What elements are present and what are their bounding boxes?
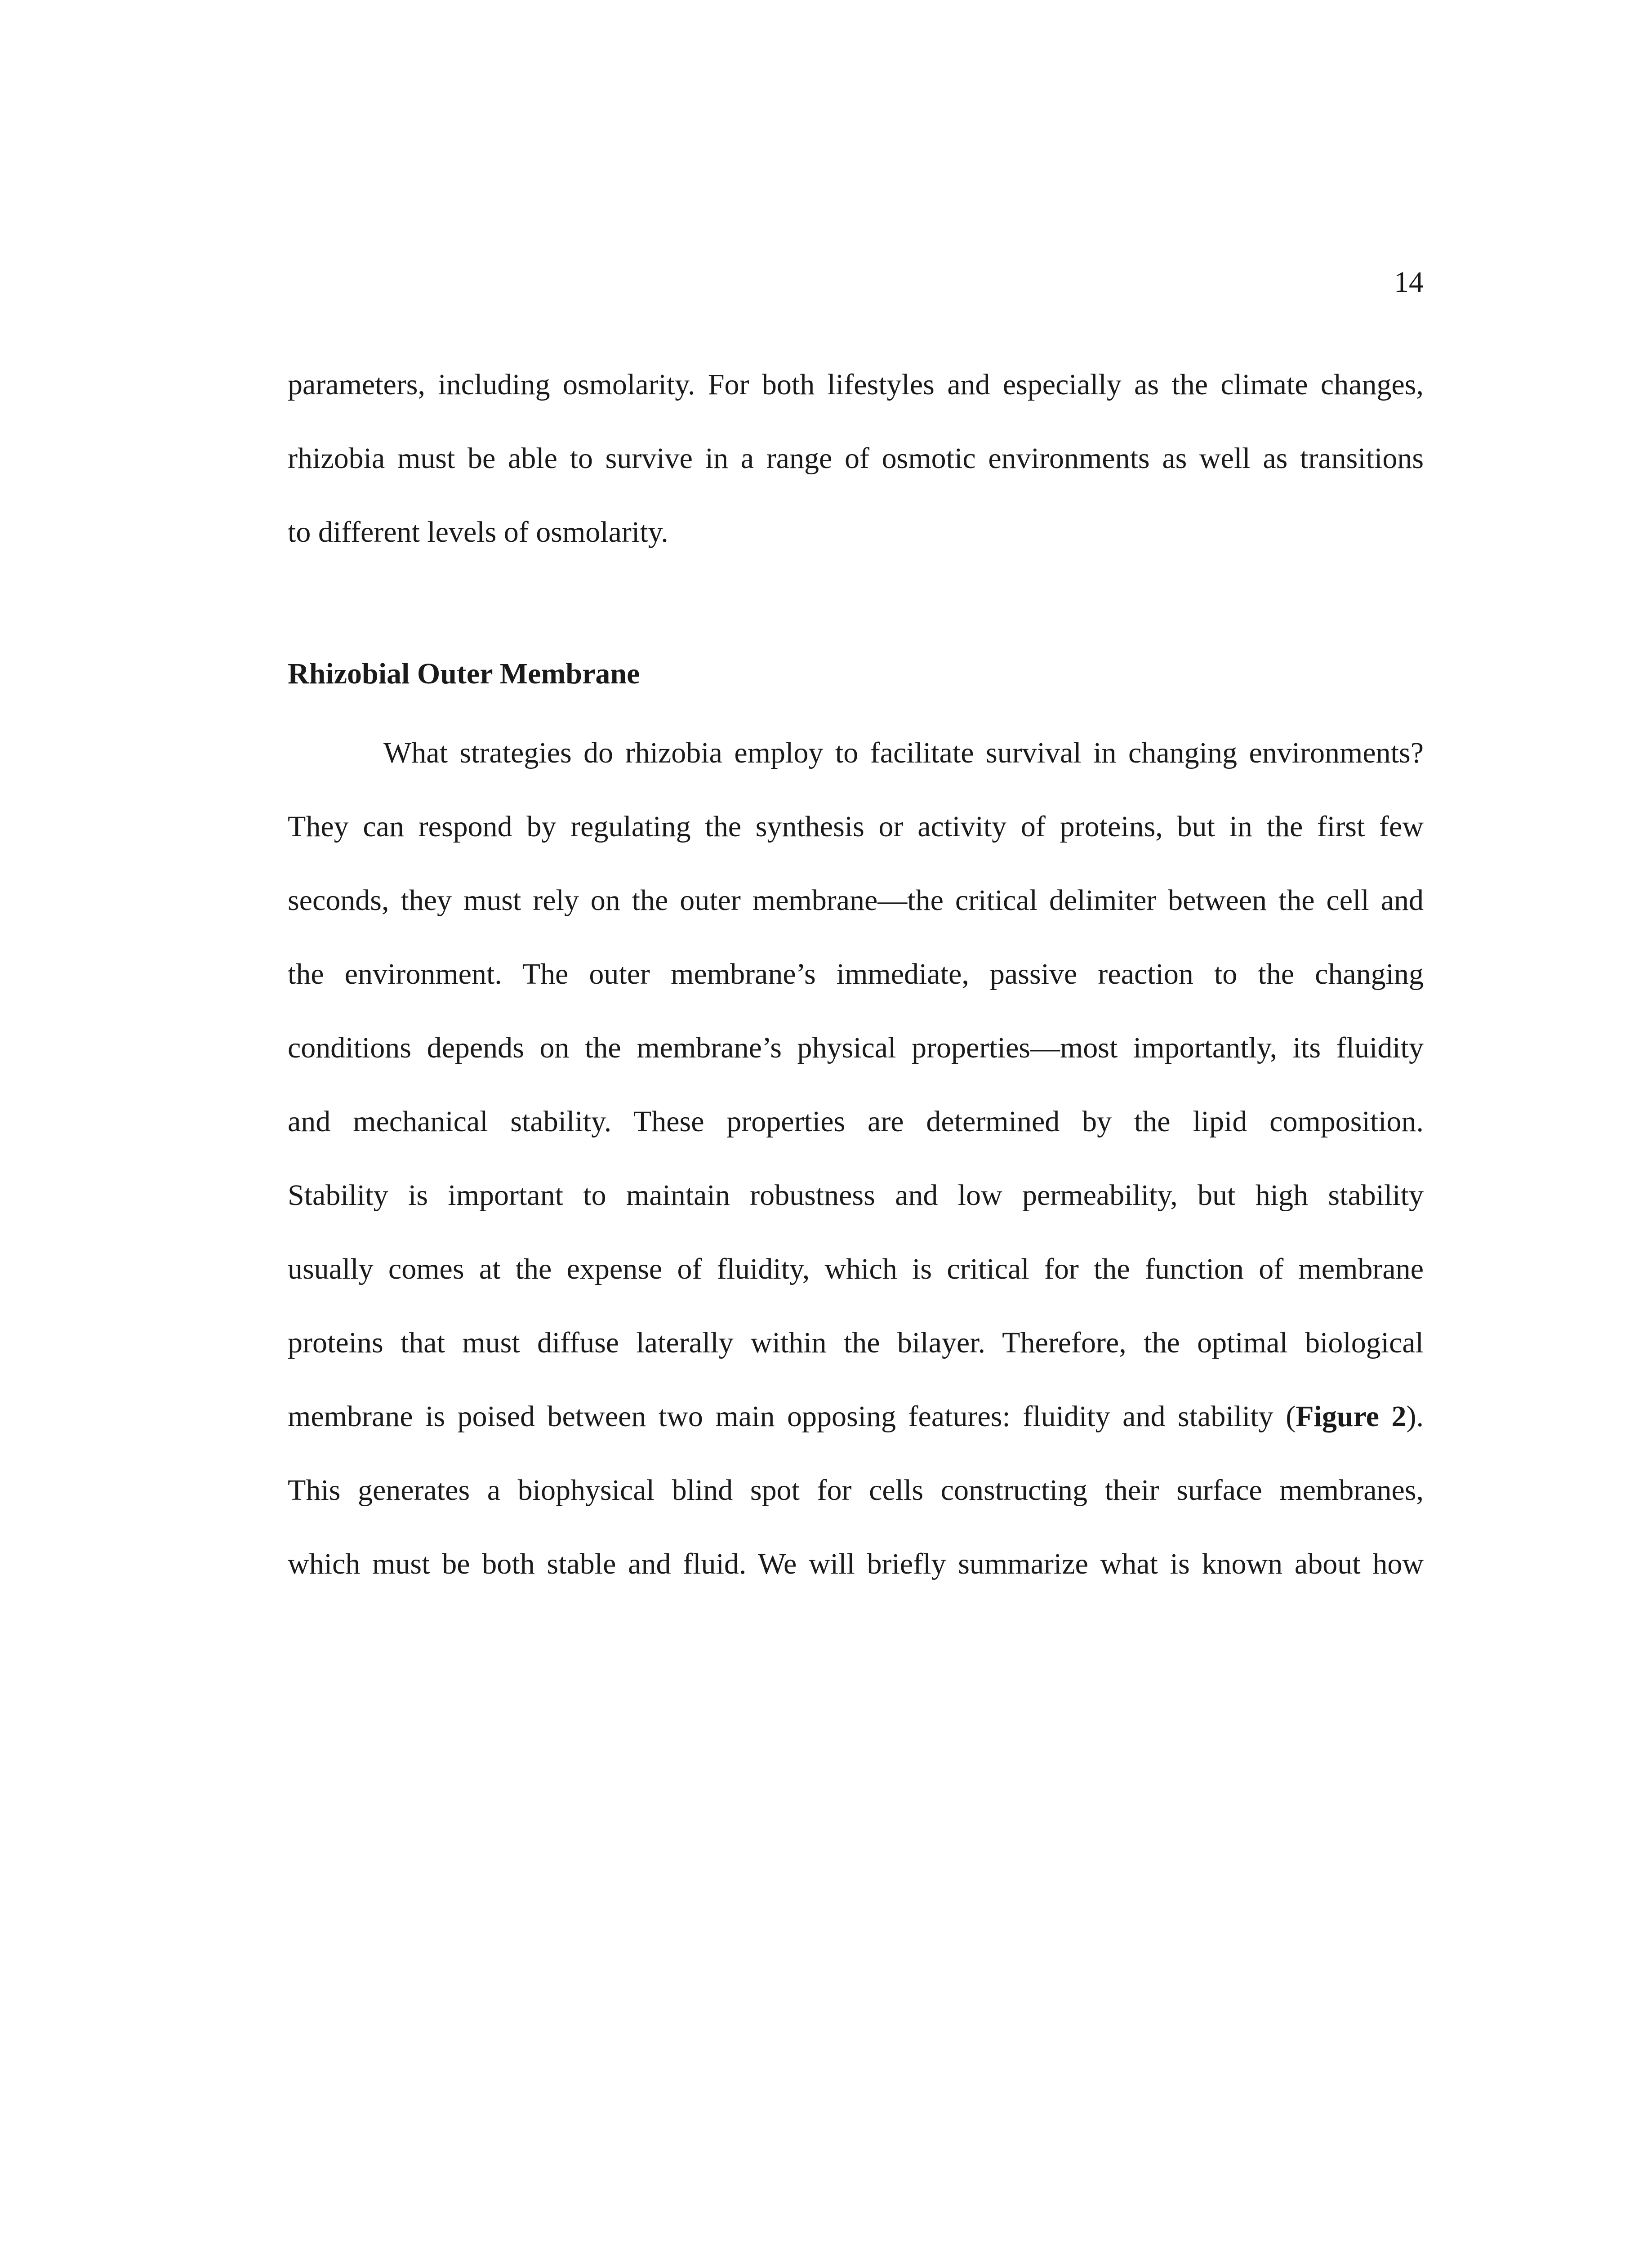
body-line-7: Stability is important to maintain robustness and low permeability, but high stability: [288, 1179, 1424, 1212]
body-line-5: conditions depends on the membrane’s physical properties—most importantly, its fluidity: [288, 1031, 1424, 1064]
section-heading: Rhizobial Outer Membrane: [288, 657, 640, 690]
body-line-9: proteins that must diffuse laterally within the bilayer. Therefore, the optimal biological: [288, 1326, 1424, 1359]
body-line-6: and mechanical stability. These properties are determined by the lipid composition.: [288, 1105, 1424, 1138]
figure-line-after: ).: [1406, 1400, 1424, 1433]
intro-line-2: rhizobia must be able to survive in a range of osmotic environments as well as transitions: [288, 442, 1424, 475]
body-line-2: They can respond by regulating the synthesis or activity of proteins, but in the first few: [288, 810, 1424, 843]
figure-reference: Figure 2: [1296, 1400, 1407, 1433]
intro-line-1: parameters, including osmolarity. For both lifestyles and especially as the climate changes,: [288, 368, 1424, 401]
body-line-1: What strategies do rhizobia employ to facilitate survival in changing environments?: [383, 736, 1424, 769]
body-line-figure-ref: [288, 1402, 1424, 1438]
body-line-12: which must be both stable and fluid. We will briefly summarize what is known about how: [288, 1548, 1424, 1580]
body-line-11: This generates a biophysical blind spot for cells constructing their surface membranes,: [288, 1474, 1424, 1507]
body-line-4: the environment. The outer membrane’s immediate, passive reaction to the changing: [288, 958, 1424, 990]
body-line-3: seconds, they must rely on the outer membrane—the critical delimiter between the cell and: [288, 884, 1424, 917]
page-number: 14: [1394, 266, 1424, 299]
intro-line-3: to different levels of osmolarity.: [288, 516, 668, 549]
figure-line-before: membrane is poised between two main opposing features: fluidity and stability (: [288, 1400, 1296, 1433]
body-line-8: usually comes at the expense of fluidity, which is critical for the function of membrane: [288, 1253, 1424, 1285]
